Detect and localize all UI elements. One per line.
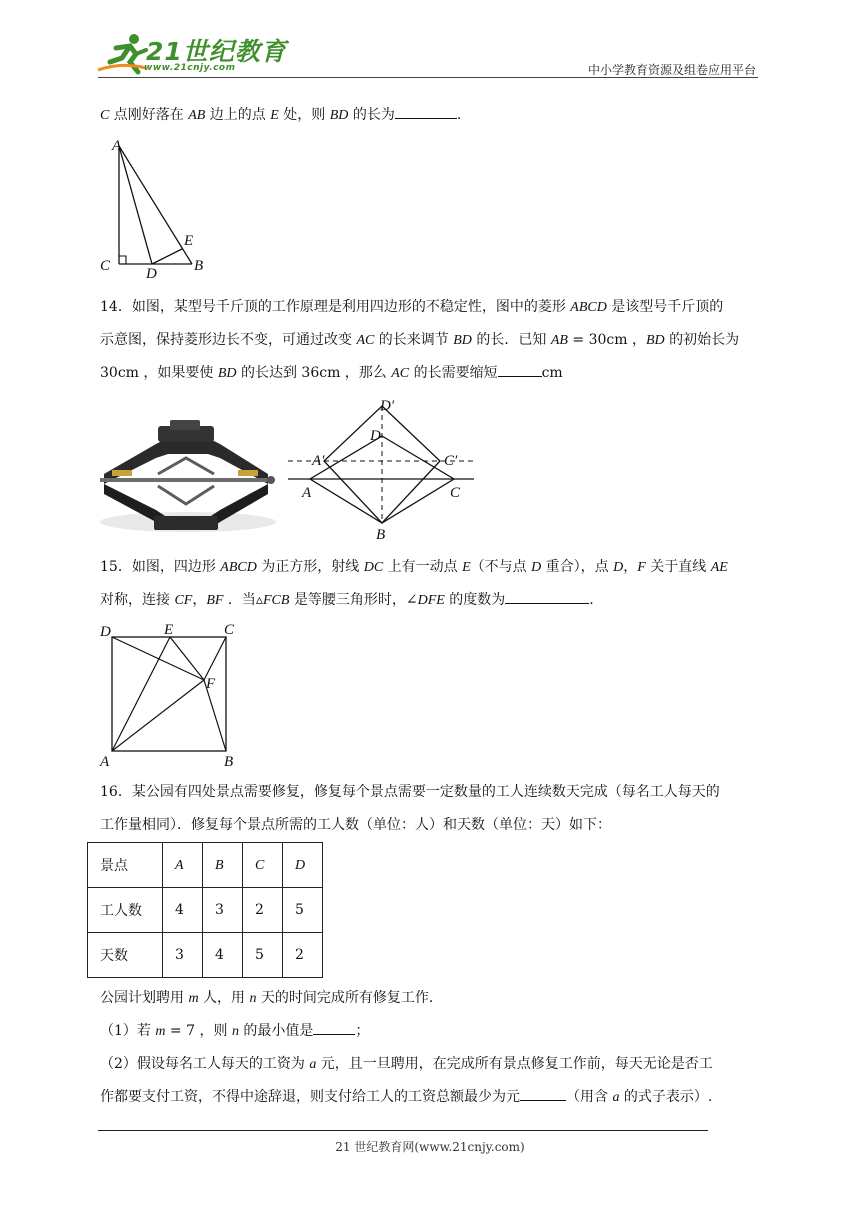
q16-data-table: [87, 842, 323, 978]
q15-label-d: D: [100, 624, 111, 640]
q13-label-e: E: [184, 233, 194, 249]
table-cell: 2: [243, 888, 283, 933]
q14-label-a: A: [302, 485, 312, 501]
q13-label-c: C: [100, 258, 111, 274]
table-cell: A: [163, 843, 203, 888]
table-cell: 3: [163, 933, 203, 978]
q13-answer-blank: [395, 104, 457, 119]
car-jack-photo: [98, 418, 276, 540]
header-platform-text: 中小学教育资源及组卷应用平台: [587, 63, 756, 77]
table-cell: 5: [243, 933, 283, 978]
q16-text-line-3: 公园计划聘用 m 人，用 n 天的时间完成所有修复工作．: [100, 990, 443, 1006]
q14-label-a-prime: A′: [312, 453, 325, 469]
q15-label-a: A: [100, 754, 110, 770]
table-cell: 景点: [88, 843, 163, 888]
header-divider: [98, 77, 758, 78]
table-cell: C: [243, 843, 283, 888]
table-cell: 4: [203, 933, 243, 978]
table-cell: B: [203, 843, 243, 888]
q14-text-line-2: 示意图，保持菱形边长不变，可通过改变 AC 的长来调节 BD 的长．已知 AB = 30cm ，BD 的初始长为: [100, 332, 740, 348]
q13-label-d: D: [146, 266, 157, 282]
q16-text-line-2: 工作量相同）．修复每个景点所需的工人数（单位：人）和天数（单位：天）如下：: [100, 817, 611, 833]
q14-label-c: C: [450, 485, 461, 501]
table-row: [88, 843, 323, 888]
table-cell: 工人数: [88, 888, 163, 933]
q13-label-a: A: [112, 138, 122, 154]
q15-text-line-2: 对称，连接 CF，BF ．当▵FCB 是等腰三角形时，∠DFE 的度数为 .: [100, 589, 760, 612]
q15-answer-blank: [505, 589, 589, 604]
q16-2-answer-blank: [520, 1086, 566, 1101]
q15-label-e: E: [164, 622, 174, 638]
logo-url: www.21cnjy.com: [144, 63, 236, 73]
table-row: [88, 933, 323, 978]
q15-label-f: F: [206, 676, 216, 692]
q16-text-line-6: 作都要支付工资，不得中途辞退，则支付给工人的工资总额最少为元 （用含 a 的式子表示）.: [100, 1086, 760, 1109]
q16-1-answer-blank: [313, 1020, 355, 1035]
q13-text-line: C 点刚好落在 AB 边上的点 E 处，则 BD 的长为 .: [100, 104, 760, 127]
q13-label-b: B: [194, 258, 204, 274]
q15-square-diagram: [94, 620, 250, 770]
q16-text-line-5: （2）假设每名工人每天的工资为 a 元，且一旦聘用，在完成所有景点修复工作前，每天无论是否工: [100, 1056, 713, 1072]
table-cell: 3: [203, 888, 243, 933]
table-cell: D: [283, 843, 323, 888]
q15-text-line-1: 15．如图，四边形 ABCD 为正方形，射线 DC 上有一动点 E（不与点 D 重合），点 D，F 关于直线 AE: [100, 559, 728, 575]
q16-text-line-1: 16．某公园有四处景点需要修复，修复每个景点需要一定数量的工人连续数天完成（每名工人每天的: [100, 784, 720, 800]
q13-triangle-figure: [90, 132, 220, 282]
q15-label-c: C: [224, 622, 235, 638]
table-cell: 5: [283, 888, 323, 933]
footer-site-text: 21 世纪教育网(www.21cnjy.com): [335, 1140, 525, 1154]
footer-divider: [98, 1130, 708, 1131]
logo-title: 21世纪教育: [146, 37, 287, 66]
q14-answer-blank: [498, 362, 542, 377]
q14-rhombus-diagram: [284, 392, 480, 542]
q14-text-line-3: 30cm ，如果要使 BD 的长达到 36cm ，那么 AC 的长需要缩短 cm: [100, 362, 760, 385]
q14-label-b: B: [376, 527, 386, 542]
q14-label-d-prime: D′: [380, 398, 395, 414]
q15-label-b: B: [224, 754, 234, 770]
table-cell: 2: [283, 933, 323, 978]
q14-text-line-1: 14．如图，某型号千斤顶的工作原理是利用四边形的不稳定性，图中的菱形 ABCD 是该型号千斤顶的: [100, 299, 724, 315]
q14-label-d: D: [370, 428, 381, 444]
table-row: [88, 888, 323, 933]
table-cell: 4: [163, 888, 203, 933]
q14-label-c-prime: C′: [444, 453, 458, 469]
q16-text-line-4: （1）若 m = 7 ，则 n 的最小值是 ；: [100, 1020, 760, 1043]
table-cell: 天数: [88, 933, 163, 978]
